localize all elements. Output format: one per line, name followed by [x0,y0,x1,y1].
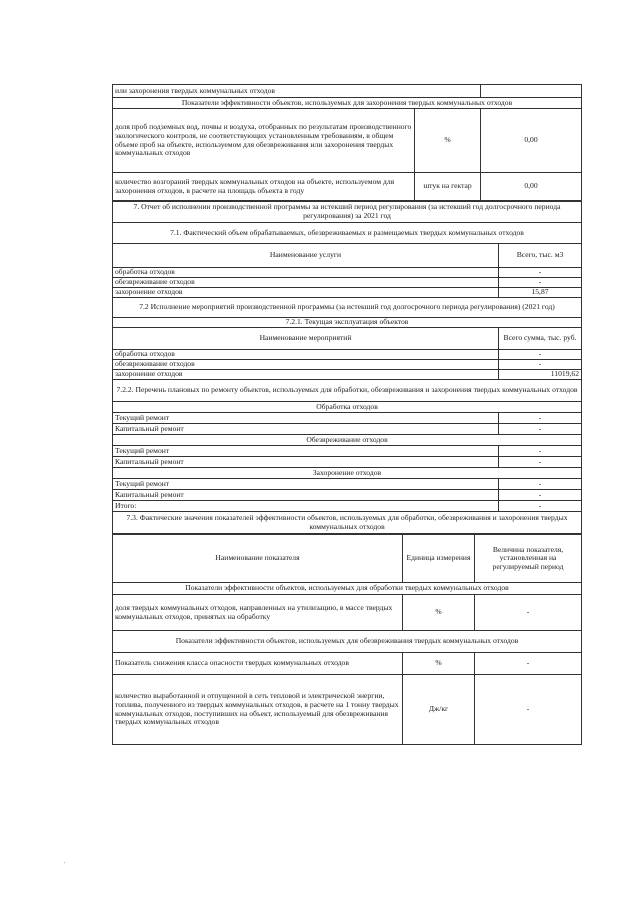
table-row [113,328,582,350]
repair-value: - [499,457,582,468]
indicator-unit: Дж/кг [403,675,475,745]
activity-name: обезвреживание отходов [113,360,499,370]
table-row [113,446,582,457]
table-row [113,202,582,223]
table-row [113,653,582,675]
column-header: Наименование услуги [113,244,499,268]
indicator-value: 0,00 [481,109,582,173]
repair-value: - [499,446,582,457]
activity-name: обработка отходов [113,350,499,360]
repair-value: - [499,424,582,435]
indicator-value: - [475,595,582,631]
column-header: Величина показателя, установленная на регулируемый период [475,535,582,583]
activity-value: 11019,62 [499,370,582,380]
activity-value: - [499,360,582,370]
table-row [113,98,582,109]
table-row [113,490,582,501]
column-header: Наименование мероприятий [113,328,499,350]
table-row [113,350,582,360]
table-row [113,380,582,402]
processing-section-header: Показатели эффективности объектов, используемых для обработки твердых коммунальных отходов [113,583,582,595]
document-page [112,84,582,745]
table-row [113,318,582,328]
scan-speck: ' [64,862,66,868]
burial-section-header: Показатели эффективности объектов, используемых для захоронения твердых коммунальных отходов [113,98,582,109]
group-title: Обработка отходов [113,402,582,413]
table-row [113,370,582,380]
table-row [113,457,582,468]
indicator-value: - [475,675,582,745]
table-row [113,268,582,278]
report-table [112,201,582,534]
table-row [113,631,582,653]
column-header: Наименование показателя [113,535,403,583]
neutralization-section-header: Показатели эффективности объектов, используемых для обезвреживания твердых коммунальных отходов [113,631,582,653]
group-title: Захоронение отходов [113,468,582,479]
table-row [113,424,582,435]
indicator-name: количество возгораний твердых коммунальных отходов на объекте, используемом для захоронения отходов, в расчете на площадь объекта в году [113,173,415,201]
group-title: Обезвреживание отходов [113,435,582,446]
indicator-value: - [475,653,582,675]
repair-type: Текущий ремонт [113,413,499,424]
indicator-name: количество выработанной и отпущенной в сеть тепловой и электрической энергии, топлива, полученного из твердых коммунальных отходов, в расчете на 1 тонну твердых коммунальных отходов, поступивших на объект, используемый для обезвреживания твердых коммунальных отходов [113,675,403,745]
table-row [113,468,582,479]
total-label: Итого: [113,501,499,512]
table-row [113,583,582,595]
indicator-name: доля твердых коммунальных отходов, направленных на утилизацию, в массе твердых коммунальных отходов, принятых на обработку [113,595,403,631]
repair-type: Капитальный ремонт [113,457,499,468]
repair-value: - [499,490,582,501]
table-row [113,298,582,318]
column-header: Всего, тыс. м3 [499,244,582,268]
service-name: обезвреживание отходов [113,278,499,288]
service-value: - [499,268,582,278]
section-7-title: 7. Отчет об исполнении производственной программы за истекший период регулирования (за истекший год долгосрочного периода регулирования) за 2021 год [113,202,582,223]
indicator-name: доля проб подземных вод, почвы и воздуха, отобранных по результатам производственного экологического контроля, не соответствующих установленным требованиям, в общем объеме проб на объекте, используемом для обезвреживания или захоронения твердых коммунальных отходов [113,109,415,173]
table-row [113,402,582,413]
indicators-table [112,534,582,745]
table-row [113,595,582,631]
indicator-unit: штук на гектар [415,173,481,201]
repair-value: - [499,479,582,490]
section-7-2-2-title: 7.2.2. Перечень плановых по ремонту объектов, используемых для обработки, обезвреживания и захоронения твердых коммунальных отходов [113,380,582,402]
table-row [113,435,582,446]
table-row [113,501,582,512]
table-row [113,288,582,298]
table-row [113,173,582,201]
column-header: Всего сумма, тыс. руб. [499,328,582,350]
service-name: обработка отходов [113,268,499,278]
service-value: - [499,278,582,288]
activity-value: - [499,350,582,360]
repair-type: Капитальный ремонт [113,424,499,435]
section-7-3-title: 7.3. Фактические значения показателей эффективности объектов, используемых для обработки, обезвреживания и захоронения твердых коммунальных отходов [113,512,582,534]
table-row [113,360,582,370]
column-header: Единица измерения [403,535,475,583]
table-row [113,535,582,583]
total-value: - [499,501,582,512]
repair-type: Текущий ремонт [113,446,499,457]
table-row [113,278,582,288]
top-row-text: или захоронения твердых коммунальных отходов [113,85,481,98]
service-value: 15,87 [499,288,582,298]
section-7-2-1-title: 7.2.1. Текущая эксплуатация объектов [113,318,582,328]
repair-type: Текущий ремонт [113,479,499,490]
section-7-1-title: 7.1. Фактический объем обрабатываемых, обезвреживаемых и размещаемых твердых коммунальных отходов [113,223,582,244]
table-row [113,109,582,173]
burial-effectiveness-table [112,84,582,201]
section-7-2-title: 7.2 Исполнение мероприятий производственной программы (за истекший год долгосрочного периода регулирования) (2021 год) [113,298,582,318]
table-row [113,85,582,98]
repair-value: - [499,413,582,424]
indicator-name: Показатель снижения класса опасности твердых коммунальных отходов [113,653,403,675]
table-row [113,675,582,745]
service-name: захоронение отходов [113,288,499,298]
repair-type: Капитальный ремонт [113,490,499,501]
indicator-unit: % [403,653,475,675]
table-row [113,479,582,490]
indicator-unit: % [415,109,481,173]
table-row [113,244,582,268]
table-row [113,512,582,534]
indicator-unit: % [403,595,475,631]
table-row [113,223,582,244]
activity-name: захоронение отходов [113,370,499,380]
indicator-value: 0,00 [481,173,582,201]
table-row [113,413,582,424]
